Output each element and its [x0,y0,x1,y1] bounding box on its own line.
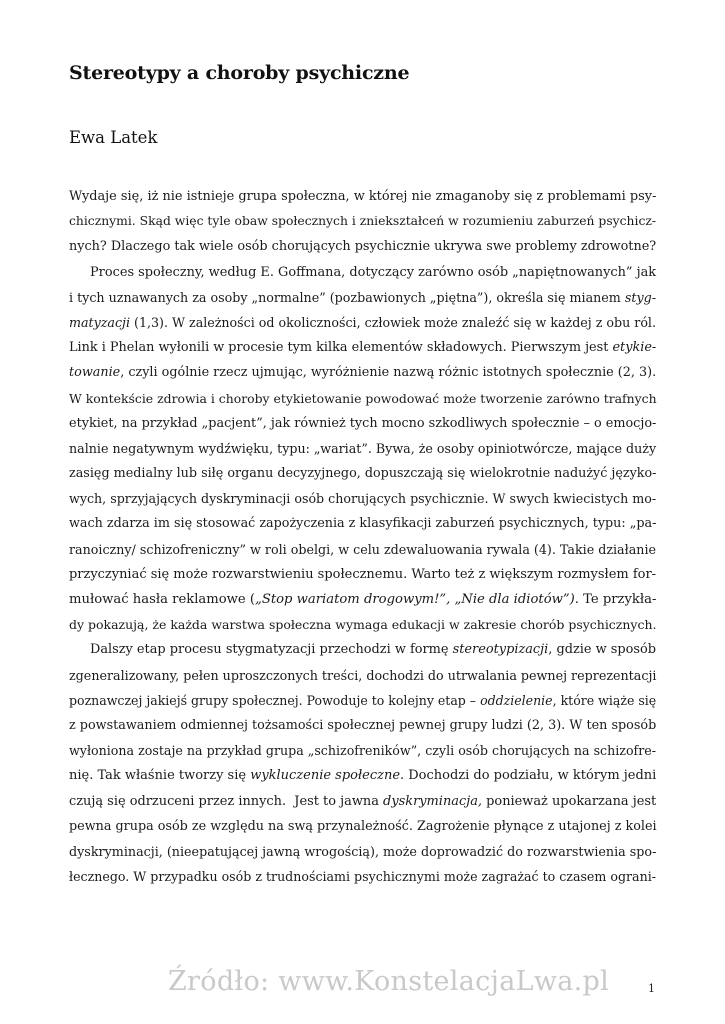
text-line: chicznymi. Skąd więc tyle obaw społecznych i zniekształceń w rozumieniu zaburzeń psychicz- [69,214,657,229]
text-line: Link i Phelan wyłonili w procesie tym kilka elementów składowych. Pierwszym jest etykie- [69,340,657,356]
text-line: nalnie negatywnym wydźwięku, typu: „wariat”. Bywa, że osoby opiniotwórcze, mające duży [69,440,657,456]
text-line: wach zdarza im się stosować zapożyczenia z klasyfikacji zaburzeń psychicznych, typu: „pa- [69,516,657,532]
text-line: poznawczej jakiejś grupy społecznej. Powoduje to kolejny etap – oddzielenie, które wiąże się [69,692,657,708]
text-line: pewna grupa osób ze względu na swą przynależność. Zagrożenie płynące z utajonej z kolei [69,818,657,834]
text-line: Dalszy etap procesu stygmatyzacji przechodzi w formę stereotypizacji, gdzie w sposób [90,642,657,658]
text-line: dyskryminacji, (nieepatującej jawną wrogością), może doprowadzić do rozwarstwienia spo- [69,843,657,859]
text-line: nię. Tak właśnie tworzy się wykluczenie społeczne. Dochodzi do podziału, w którym jedni [69,768,657,784]
text-line: towanie, czyli ogólnie rzecz ujmując, wyróżnienie nazwą różnic istotnych społecznie (2, 3). [69,365,657,381]
text-line: przyczyniać się może rozwarstwieniu społecznemu. Warto też z większym rozmysłem for- [69,566,657,582]
text-line: z powstawaniem odmiennej tożsamości społecznej pewnej grupy ludzi (2, 3). W ten sposób [69,717,657,733]
text-line: wyłoniona zostaje na przykład grupa „schizofreników”, czyli osób chorujących na schizofre- [69,743,656,759]
body-text [69,184,656,889]
author-name: Ewa Latek [69,128,158,147]
text-line: etykiet, na przykład „pacjent”, jak również tych mocno szkodliwych społecznie – o emocjo- [69,415,657,431]
text-line: łecznego. W przypadku osób z trudnościami psychicznymi może zagrażać to czasem ograni- [69,869,656,885]
source-watermark: Źródło: www.KonstelacjaLwa.pl [168,966,610,997]
document-title: Stereotypy a choroby psychiczne [69,62,410,84]
text-line: matyzacji (1,3). W zależności od okoliczności, człowiek może znaleźć się w każdej z obu ról. [69,314,656,330]
text-line: czują się odrzuceni przez innych. Jest to jawna dyskryminacja, ponieważ upokarzana jest [69,793,657,809]
text-line: i tych uznawanych za osoby „normalne” (pozbawionych „piętna”), określa się mianem styg- [69,289,657,305]
text-line: W kontekście zdrowia i choroby etykietowanie powodować może tworzenie zarówno trafnych [69,390,657,406]
text-line: Wydaje się, iż nie istnieje grupa społeczna, w której nie zmaganoby się z problemami psy- [69,189,657,204]
text-line: dy pokazują, że każda warstwa społeczna wymaga edukacji w zakresie chorób psychicznych. [69,617,657,633]
text-line: zgeneralizowany, pełen uproszczonych treści, dochodzi do utrwalania pewnej reprezentacji [69,667,657,683]
text-line: nych? Dlaczego tak wiele osób chorujących psychicznie ukrywa swe problemy zdrowotne? [69,239,657,255]
text-line: zasięg medialny lub siłę organu decyzyjnego, dopuszczają się wielokrotnie nadużyć języko- [69,466,657,482]
text-line: mułować hasła reklamowe („Stop wariatom drogowym!”, „Nie dla idiotów”). Te przykła- [69,592,657,607]
text-line: ranoiczny/ schizofreniczny” w roli obelgi, w celu zdewaluowania rywala (4). Takie działanie [69,541,656,557]
text-line: wych, sprzyjających dyskryminacji osób chorujących psychicznie. W swych kwiecistych mo- [69,491,657,507]
page-number: 1 [648,982,655,995]
text-line: Proces społeczny, według E. Goffmana, dotyczący zarówno osób „napiętnowanych” jak [90,264,657,280]
